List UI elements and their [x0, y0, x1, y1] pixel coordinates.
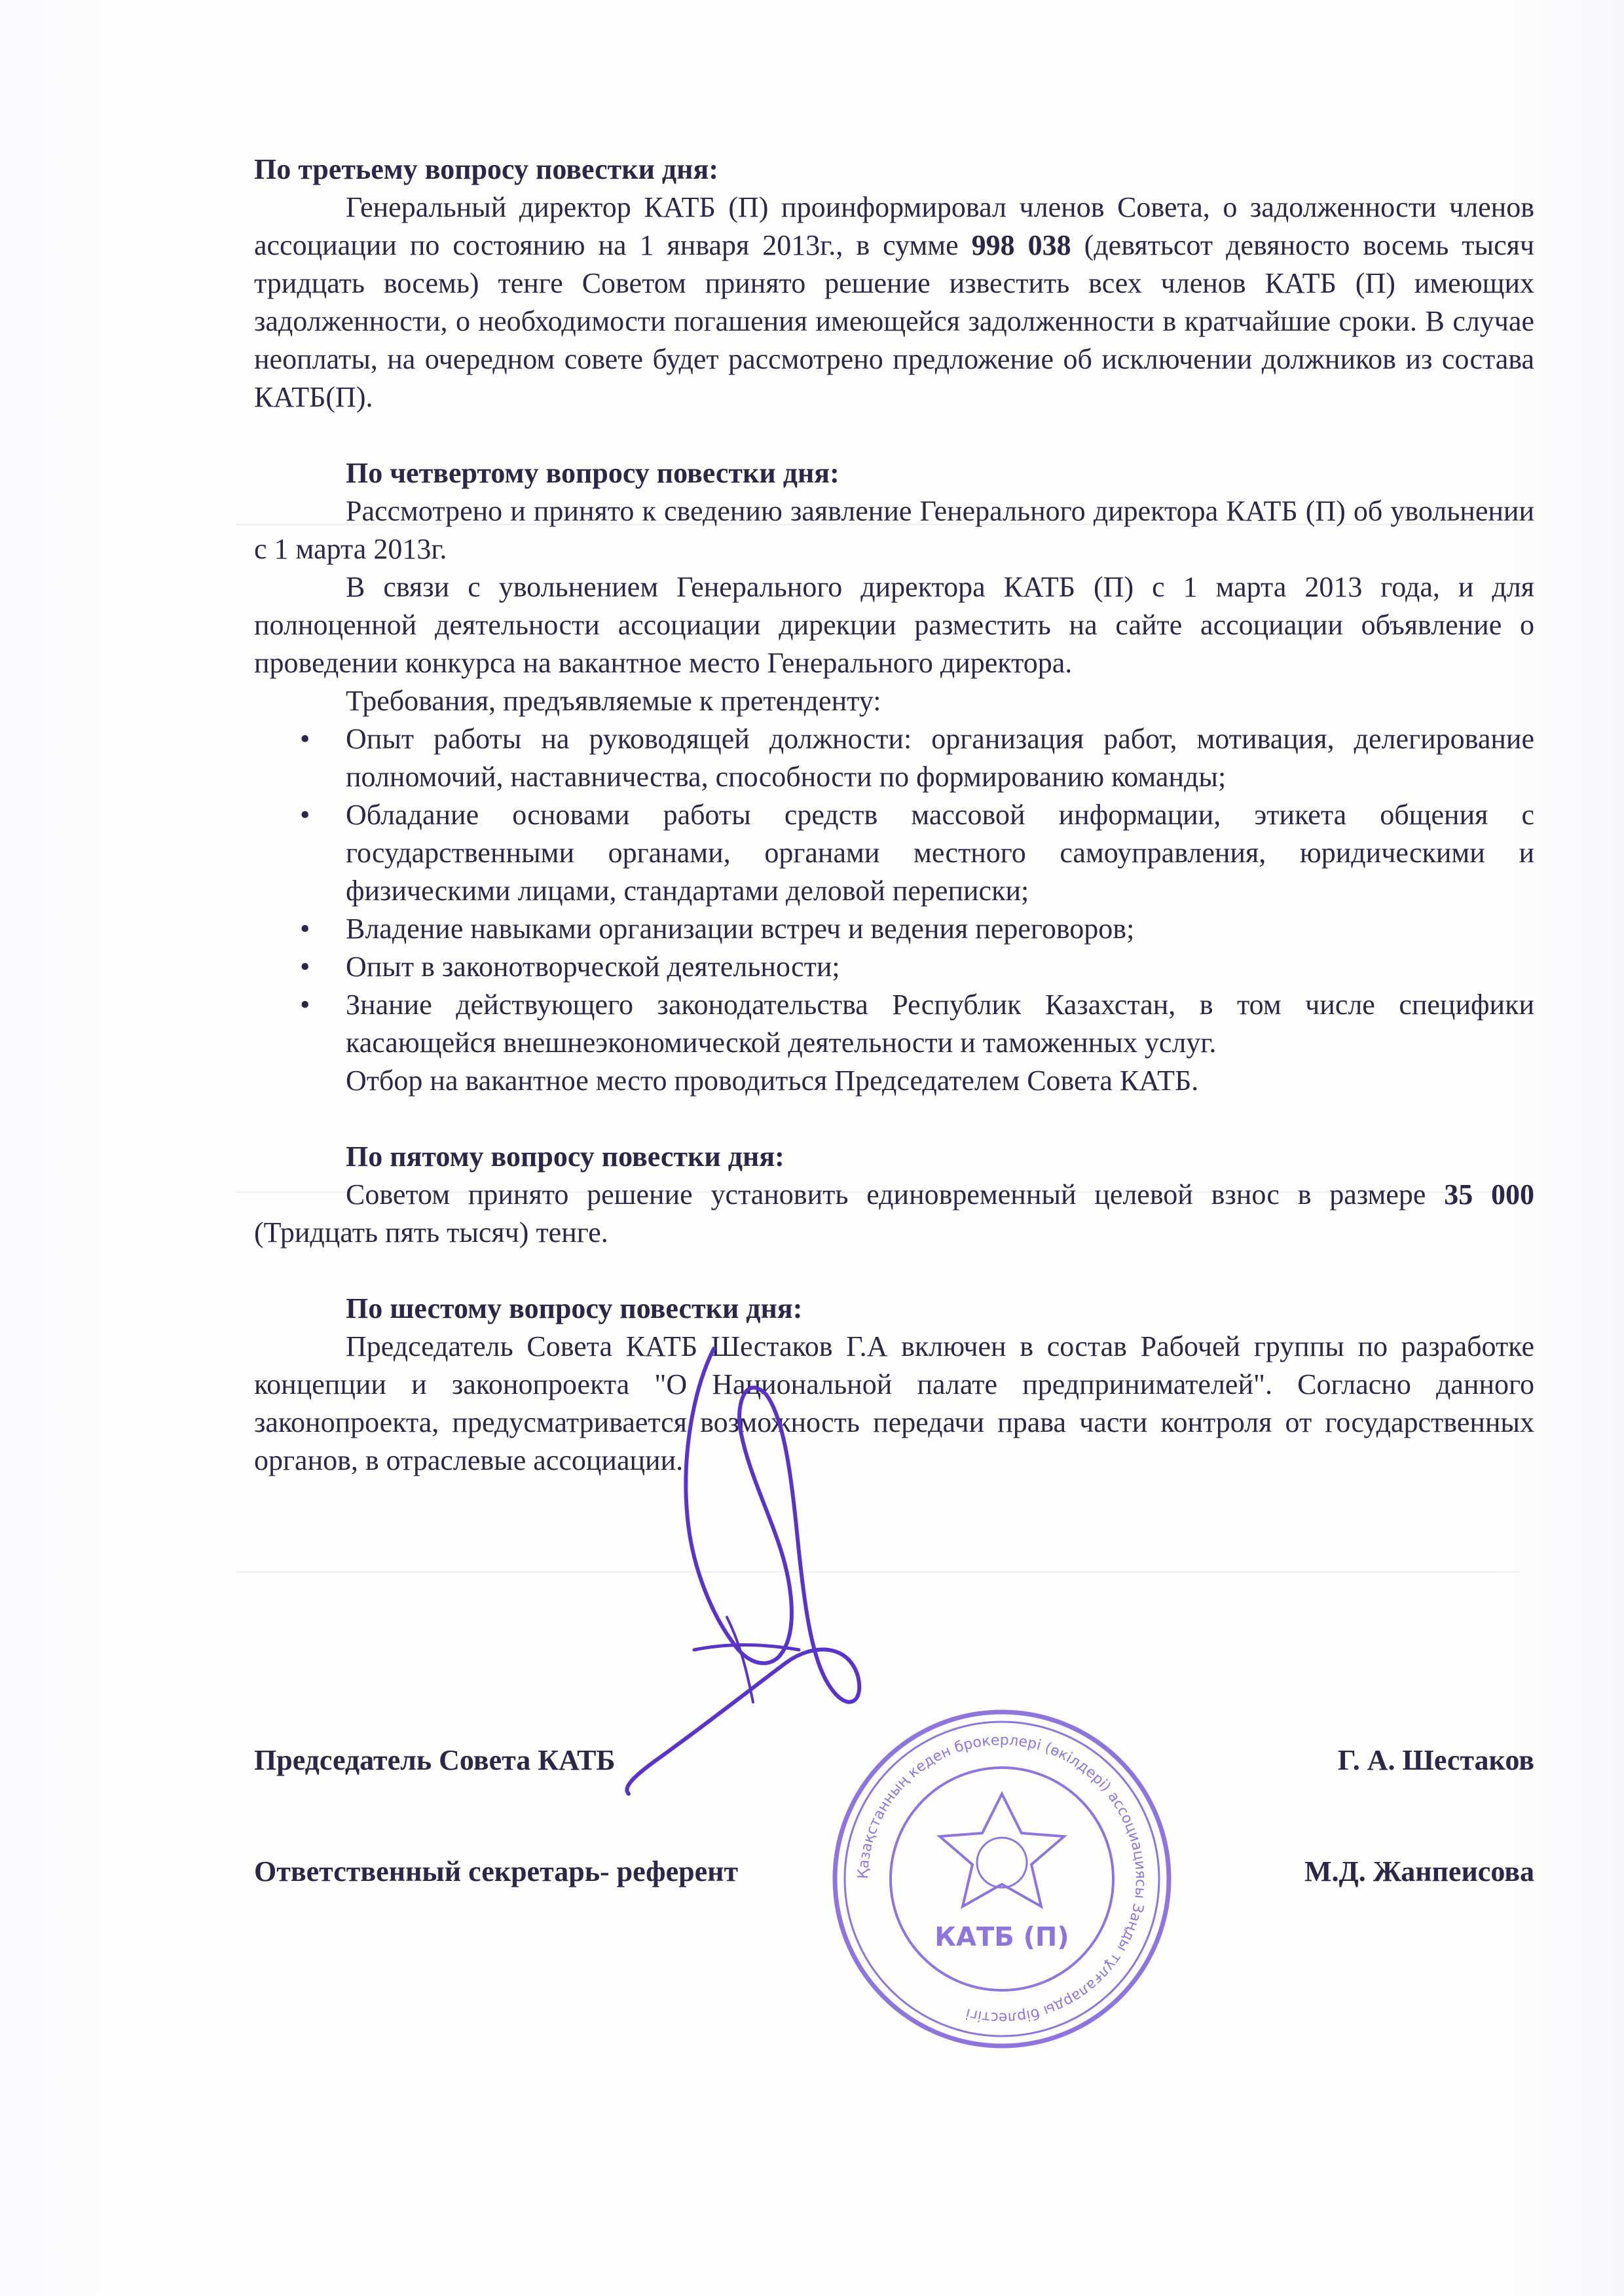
- stamp-center-text: КАТБ (П): [934, 1922, 1069, 1952]
- stamp-ring-text: Қазақстанның кеден брокерлері (өкілдері) ассоциациясы Заңды тұлғаларды бірлестігі: [855, 1732, 1149, 2026]
- section-heading-q4: По четвертому вопросу повестки дня:: [346, 457, 840, 489]
- list-item: • Опыт в законотворческой деятельности;: [254, 948, 1534, 986]
- official-stamp: [825, 1702, 1179, 2056]
- q4-paragraph-2: В связи с увольнением Генерального директора КАТБ (П) с 1 марта 2013 года, и для полноценной деятельности ассоциации дирекции разместить на сайте ассоциации объявление о проведении конкурса на вакантное место Генерального директора.: [254, 571, 1534, 679]
- fee-amount: 35 000: [1444, 1178, 1535, 1211]
- chair-name: Г. А. Шестаков: [1337, 1744, 1534, 1776]
- q5-paragraph: Советом принято решение установить единовременный целевой взнос в размере 35 000 (Тридцать пять тысяч) тенге.: [254, 1178, 1535, 1248]
- chair-title: Председатель Совета КАТБ: [254, 1744, 616, 1776]
- section-heading-q6: По шестому вопросу повестки дня:: [346, 1292, 803, 1324]
- debt-amount: 998 038: [971, 229, 1071, 261]
- secretary-title: Ответственный секретарь- референт: [254, 1855, 739, 1887]
- q4-requirements-intro: Требования, предъявляемые к претенденту:: [346, 685, 881, 717]
- requirements-list: [254, 720, 1534, 1062]
- q3-paragraph: Генеральный директор КАТБ (П) проинформировал членов Совета, о задолженности членов ассоциации по состоянию на 1 января 2013г., в сумме 998 038 (девятьсот девяносто восемь тысяч тридцать восемь) тенге Советом принято решение известить всех членов КАТБ (П) имеющих задолженности, о необходимости погашения имеющейся задолженности в кратчайшие сроки. В случае неоплаты, на очередном совете будет рассмотрено предложение об исключении должников из состава КАТБ(П).: [254, 191, 1534, 413]
- q6-paragraph: Председатель Совета КАТБ Шестаков Г.А включен в состав Рабочей группы по разработке концепции и законопроекта "О Национальной палате предпринимателей". Согласно данного законопроекта, предусматривается возможность передачи права части контроля от государственных органов, в отраслевые ассоциации.: [254, 1330, 1534, 1476]
- secretary-name: М.Д. Жанпеисова: [1304, 1855, 1534, 1887]
- list-item: • Обладание основами работы средств массовой информации, этикета общения с государственными органами, органами местного самоуправления, юридическими и физическими лицами, стандартами деловой переписки;: [254, 796, 1534, 910]
- section-heading-q3: По третьему вопросу повестки дня:: [254, 153, 718, 185]
- document-body: [254, 151, 1534, 1480]
- section-heading-q5: По пятому вопросу повестки дня:: [346, 1140, 784, 1173]
- q4-paragraph-1: Рассмотрено и принято к сведению заявление Генерального директора КАТБ (П) об увольнении с 1 марта 2013г.: [254, 495, 1534, 565]
- list-item: • Знание действующего законодательства Республик Казахстан, в том числе специфики касающейся внешнеэкономической деятельности и таможенных услуг.: [254, 986, 1534, 1062]
- list-item: • Опыт работы на руководящей должности: организация работ, мотивация, делегирование полномочий, наставничества, способности по формированию команды;: [254, 720, 1534, 796]
- q4-selection-note: Отбор на вакантное место проводиться Председателем Совета КАТБ.: [346, 1065, 1199, 1097]
- list-item: • Владение навыками организации встреч и ведения переговоров;: [254, 910, 1534, 948]
